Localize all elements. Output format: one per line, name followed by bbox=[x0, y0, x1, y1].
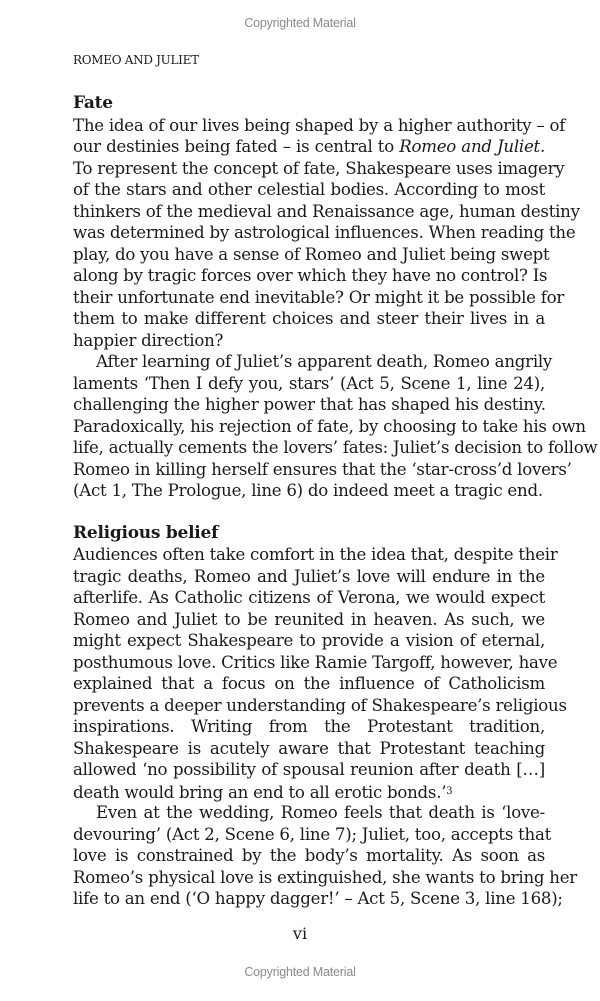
text-segment: Shakespeare is acutely aware that Protestant teaching bbox=[73, 738, 545, 758]
text-line bbox=[73, 759, 545, 781]
paragraph bbox=[73, 351, 598, 502]
text-line bbox=[73, 824, 552, 846]
text-line bbox=[73, 308, 545, 330]
text-line bbox=[73, 802, 545, 824]
section-heading: Religious belief bbox=[73, 522, 219, 543]
text-line bbox=[73, 394, 545, 416]
text-line bbox=[73, 179, 545, 201]
text-segment: Audiences often take comfort in the idea that, despite their bbox=[73, 545, 558, 564]
text-segment: inspirations. Writing from the Protestant tradition, bbox=[73, 717, 545, 736]
text-line bbox=[73, 459, 572, 481]
text-line bbox=[73, 716, 545, 738]
text-segment: life to an end (‘O happy dagger!’ – Act 5, Scene 3, line 168); bbox=[73, 889, 563, 908]
paragraph bbox=[73, 115, 580, 352]
text-segment: thinkers of the medieval and Renaissance age, human destiny bbox=[73, 201, 580, 221]
copyright-watermark-bottom: Copyrighted Material bbox=[244, 965, 356, 979]
paragraph bbox=[73, 802, 577, 910]
text-line bbox=[73, 566, 545, 588]
text-segment: their unfortunate end inevitable? Or might it be possible for bbox=[73, 287, 565, 307]
text-segment: After learning of Juliet’s apparent death, Romeo angrily bbox=[96, 352, 553, 371]
italic-title: Romeo and Juliet. bbox=[399, 137, 546, 156]
text-segment: death would bring an end to all erotic bonds.’ bbox=[73, 782, 447, 802]
text-segment: tragic deaths, Romeo and Juliet’s love will endure in the bbox=[73, 566, 545, 586]
text-segment: (Act 1, The Prologue, line 6) do indeed meet a tragic end. bbox=[73, 481, 543, 500]
text-segment: Even at the wedding, Romeo feels that death is ‘love- bbox=[96, 803, 545, 822]
text-segment: happier direction? bbox=[73, 330, 224, 350]
text-segment: was determined by astrological influences. When reading the bbox=[73, 223, 576, 242]
text-line bbox=[73, 845, 545, 867]
section-heading: Fate bbox=[73, 93, 113, 113]
text-segment: Romeo’s physical love is extinguished, she wants to bring her bbox=[73, 867, 577, 887]
text-line bbox=[73, 222, 576, 244]
section-gap bbox=[73, 502, 545, 523]
text-segment: play, do you have a sense of Romeo and Juliet being swept bbox=[73, 244, 550, 264]
text-line bbox=[73, 158, 565, 180]
text-segment: prevents a deeper understanding of Shakespeare’s religious bbox=[73, 695, 567, 715]
paragraph bbox=[73, 544, 567, 802]
text-line bbox=[73, 888, 563, 910]
text-line bbox=[73, 544, 558, 566]
text-segment: along by tragic forces over which they have no control? Is bbox=[73, 266, 548, 285]
text-line bbox=[73, 244, 550, 266]
text-line bbox=[73, 330, 545, 352]
text-line bbox=[73, 115, 566, 137]
text-segment: devouring’ (Act 2, Scene 6, line 7); Juliet, too, accepts that bbox=[73, 824, 552, 844]
text-line bbox=[73, 630, 545, 652]
footnote-reference: 3 bbox=[446, 785, 453, 797]
text-line bbox=[73, 587, 545, 609]
text-line bbox=[73, 695, 567, 717]
copyright-watermark-top: Copyrighted Material bbox=[244, 16, 356, 30]
text-line bbox=[73, 373, 545, 395]
text-segment: them to make different choices and steer their lives in a bbox=[73, 309, 545, 328]
text-segment: of the stars and other celestial bodies. According to most bbox=[73, 180, 545, 199]
text-segment: might expect Shakespeare to provide a vision of eternal, bbox=[73, 631, 545, 650]
text-segment: love is constrained by the body’s mortality. As soon as bbox=[73, 846, 545, 865]
text-line bbox=[73, 287, 565, 309]
text-segment: challenging the higher power that has shaped his destiny. bbox=[73, 395, 546, 414]
text-segment: laments ‘Then I defy you, stars’ (Act 5, Scene 1, line 24), bbox=[73, 373, 545, 393]
text-segment: Paradoxically, his rejection of fate, by choosing to take his own bbox=[73, 416, 586, 436]
text-line bbox=[73, 781, 545, 803]
text-segment: Romeo and Juliet to be reunited in heaven. As such, we bbox=[73, 609, 545, 629]
text-line bbox=[73, 609, 545, 631]
text-line bbox=[73, 351, 553, 373]
text-line bbox=[73, 265, 548, 287]
text-line bbox=[73, 480, 545, 502]
page-body bbox=[73, 93, 598, 910]
text-line bbox=[73, 416, 586, 438]
page-number: vi bbox=[292, 924, 308, 943]
text-segment: explained that a focus on the influence of Catholicism bbox=[73, 674, 545, 693]
text-line bbox=[73, 867, 577, 889]
text-segment: life, actually cements the lovers’ fates: Juliet’s decision to follow bbox=[73, 438, 598, 457]
text-segment: To represent the concept of fate, Shakespeare uses imagery bbox=[73, 158, 565, 178]
text-line bbox=[73, 136, 545, 158]
text-segment: our destinies being fated – is central to bbox=[73, 137, 400, 156]
running-head: ROMEO AND JULIET bbox=[73, 53, 199, 67]
text-line bbox=[73, 738, 545, 760]
text-line bbox=[73, 437, 598, 459]
text-line bbox=[73, 652, 558, 674]
text-segment: afterlife. As Catholic citizens of Verona, we would expect bbox=[73, 588, 545, 607]
text-segment: Romeo in killing herself ensures that the ‘star-cross’d lovers’ bbox=[73, 459, 572, 479]
text-segment: The idea of our lives being shaped by a higher authority – of bbox=[73, 115, 566, 135]
text-segment: allowed ‘no possibility of spousal reunion after death […] bbox=[73, 760, 545, 779]
text-segment: posthumous love. Critics like Ramie Targoff, however, have bbox=[73, 652, 558, 672]
text-line bbox=[73, 673, 545, 695]
text-line bbox=[73, 201, 580, 223]
